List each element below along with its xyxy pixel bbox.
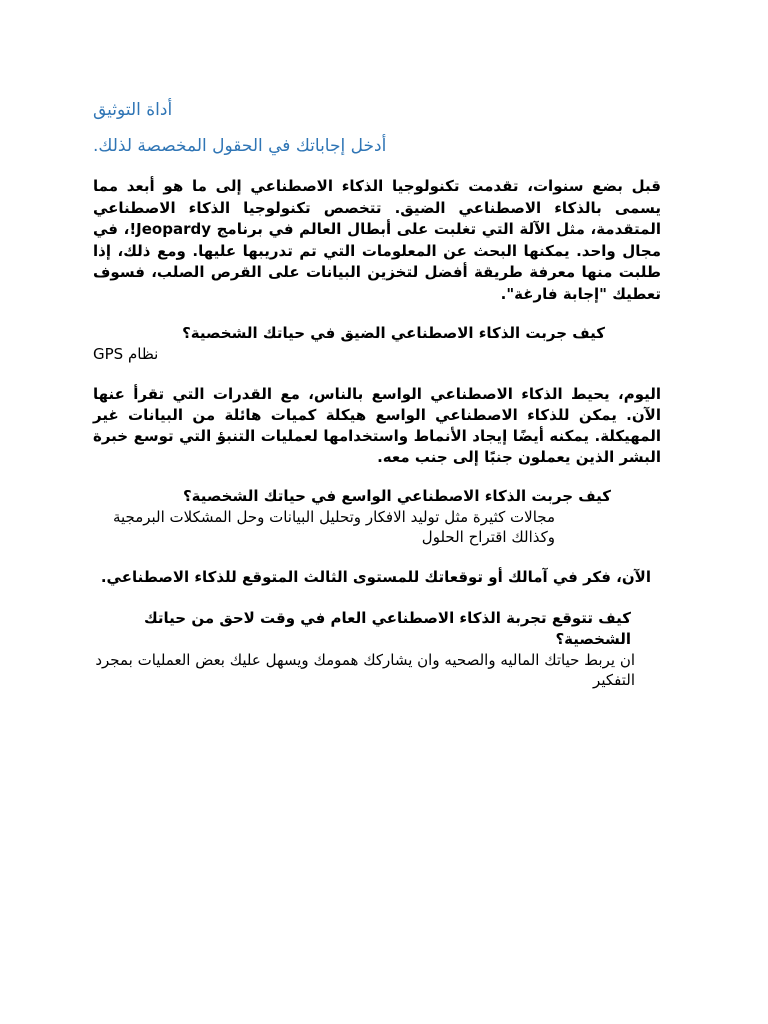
question-broad-ai: كيف جربت الذكاء الاصطناعي الواسع في حياتك الشخصية؟ <box>182 487 611 505</box>
answer-broad-ai[interactable]: مجالات كثيرة مثل توليد الافكار وتحليل البيانات وحل المشكلات البرمجية وكذالك اقتراح الحلول <box>112 508 555 546</box>
document-page <box>93 98 673 710</box>
third-level-prompt: الآن، فكر في آمالك أو توقعاتك للمستوى الثالث المتوقع للذكاء الاصطناعي. <box>100 568 651 586</box>
intro-paragraph: قبل بضع سنوات، تقدمت تكنولوجيا الذكاء الاصطناعي إلى ما هو أبعد مما يسمى بالذكاء الاصطناعي الضيق. تتخصص تكنولوجيا الذكاء الاصطناعي المتقدمة، مثل الآلة التي تغلبت على أبطال العالم في برنامج Jeopardy!، في مجال واحد. يمكنها البحث عن المعلومات التي تم تدريبها عليها. ومع ذلك، إذا طلبت منها معرفة طريقة أفضل لتخزين البيانات على القرص الصلب، فسوف تعطيك "إجابة فارغة". <box>93 177 661 303</box>
question-narrow-ai: كيف جربت الذكاء الاصطناعي الضيق في حياتك الشخصية؟ <box>182 324 605 342</box>
tool-title: أداة التوثيق <box>93 100 173 120</box>
question-general-ai: كيف تتوقع تجربة الذكاء الاصطناعي العام في وقت لاحق من حياتك الشخصية؟ <box>143 609 631 648</box>
broad-ai-paragraph: اليوم، يحيط الذكاء الاصطناعي الواسع بالناس، مع القدرات التي تقرأ عنها الآن. يمكن للذكاء الاصطناعي الواسع هيكلة كميات هائلة من البيانات غير المهيكلة. يمكنه أيضًا إيجاد الأنماط واستخدامها لعمليات التنبؤ التي توسع خبرة البشر الذين يعملون جنبًا إلى جنب معه. <box>93 385 661 466</box>
instruction-text: أدخل إجاباتك في الحقول المخصصة لذلك. <box>93 136 387 156</box>
answer-general-ai[interactable]: ان يربط حياتك الماليه والصحيه وان يشاركك همومك ويسهل عليك بعض العمليات بمجرد التفكير <box>95 651 635 689</box>
answer-narrow-ai[interactable]: نظام GPS <box>93 345 159 363</box>
